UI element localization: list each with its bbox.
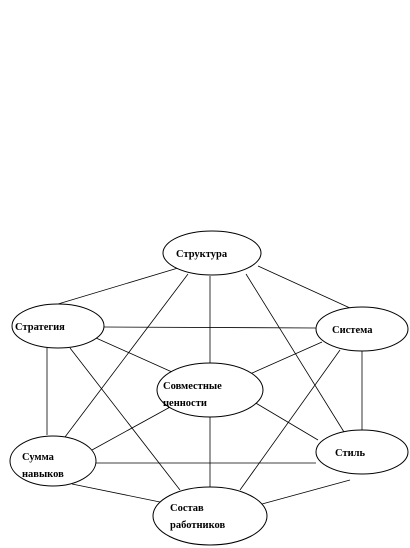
- node-structure: [163, 231, 261, 275]
- node-skills-label-line-1: навыков: [22, 469, 64, 480]
- node-strategy-label-line-0: Стратегия: [15, 322, 65, 333]
- node-skills-label-line-0: Сумма: [22, 452, 54, 463]
- node-style-label-line-0: Стиль: [335, 448, 366, 459]
- edge-system-staff: [240, 350, 340, 490]
- node-strategy: [12, 304, 104, 348]
- node-staff-label-line-0: Состав: [170, 503, 204, 514]
- node-values-label-line-1: ценности: [163, 398, 207, 409]
- node-system: [316, 307, 408, 351]
- edge-structure-system: [258, 266, 350, 308]
- edge-structure-strategy: [58, 268, 178, 304]
- edge-structure-style: [246, 274, 344, 432]
- edge-skills-staff: [72, 484, 160, 502]
- edge-strategy-system: [104, 327, 316, 328]
- nodes-layer: [10, 231, 408, 545]
- edge-strategy-values: [96, 338, 172, 372]
- node-style: [316, 430, 408, 474]
- edge-structure-skills: [65, 274, 188, 437]
- edge-values-style: [254, 402, 318, 440]
- node-values: [157, 363, 263, 417]
- node-staff: [153, 487, 267, 545]
- edge-values-skills: [92, 406, 172, 450]
- node-staff-label-line-1: работников: [170, 520, 226, 531]
- node-system-label-line-0: Система: [332, 325, 373, 336]
- edge-system-values: [250, 342, 322, 374]
- node-staff-ellipse: [153, 487, 267, 545]
- node-values-label-line-0: Совместные: [163, 381, 222, 392]
- node-structure-label-line-0: Структура: [176, 249, 228, 260]
- node-skills: [10, 436, 96, 486]
- edge-style-staff: [262, 480, 350, 504]
